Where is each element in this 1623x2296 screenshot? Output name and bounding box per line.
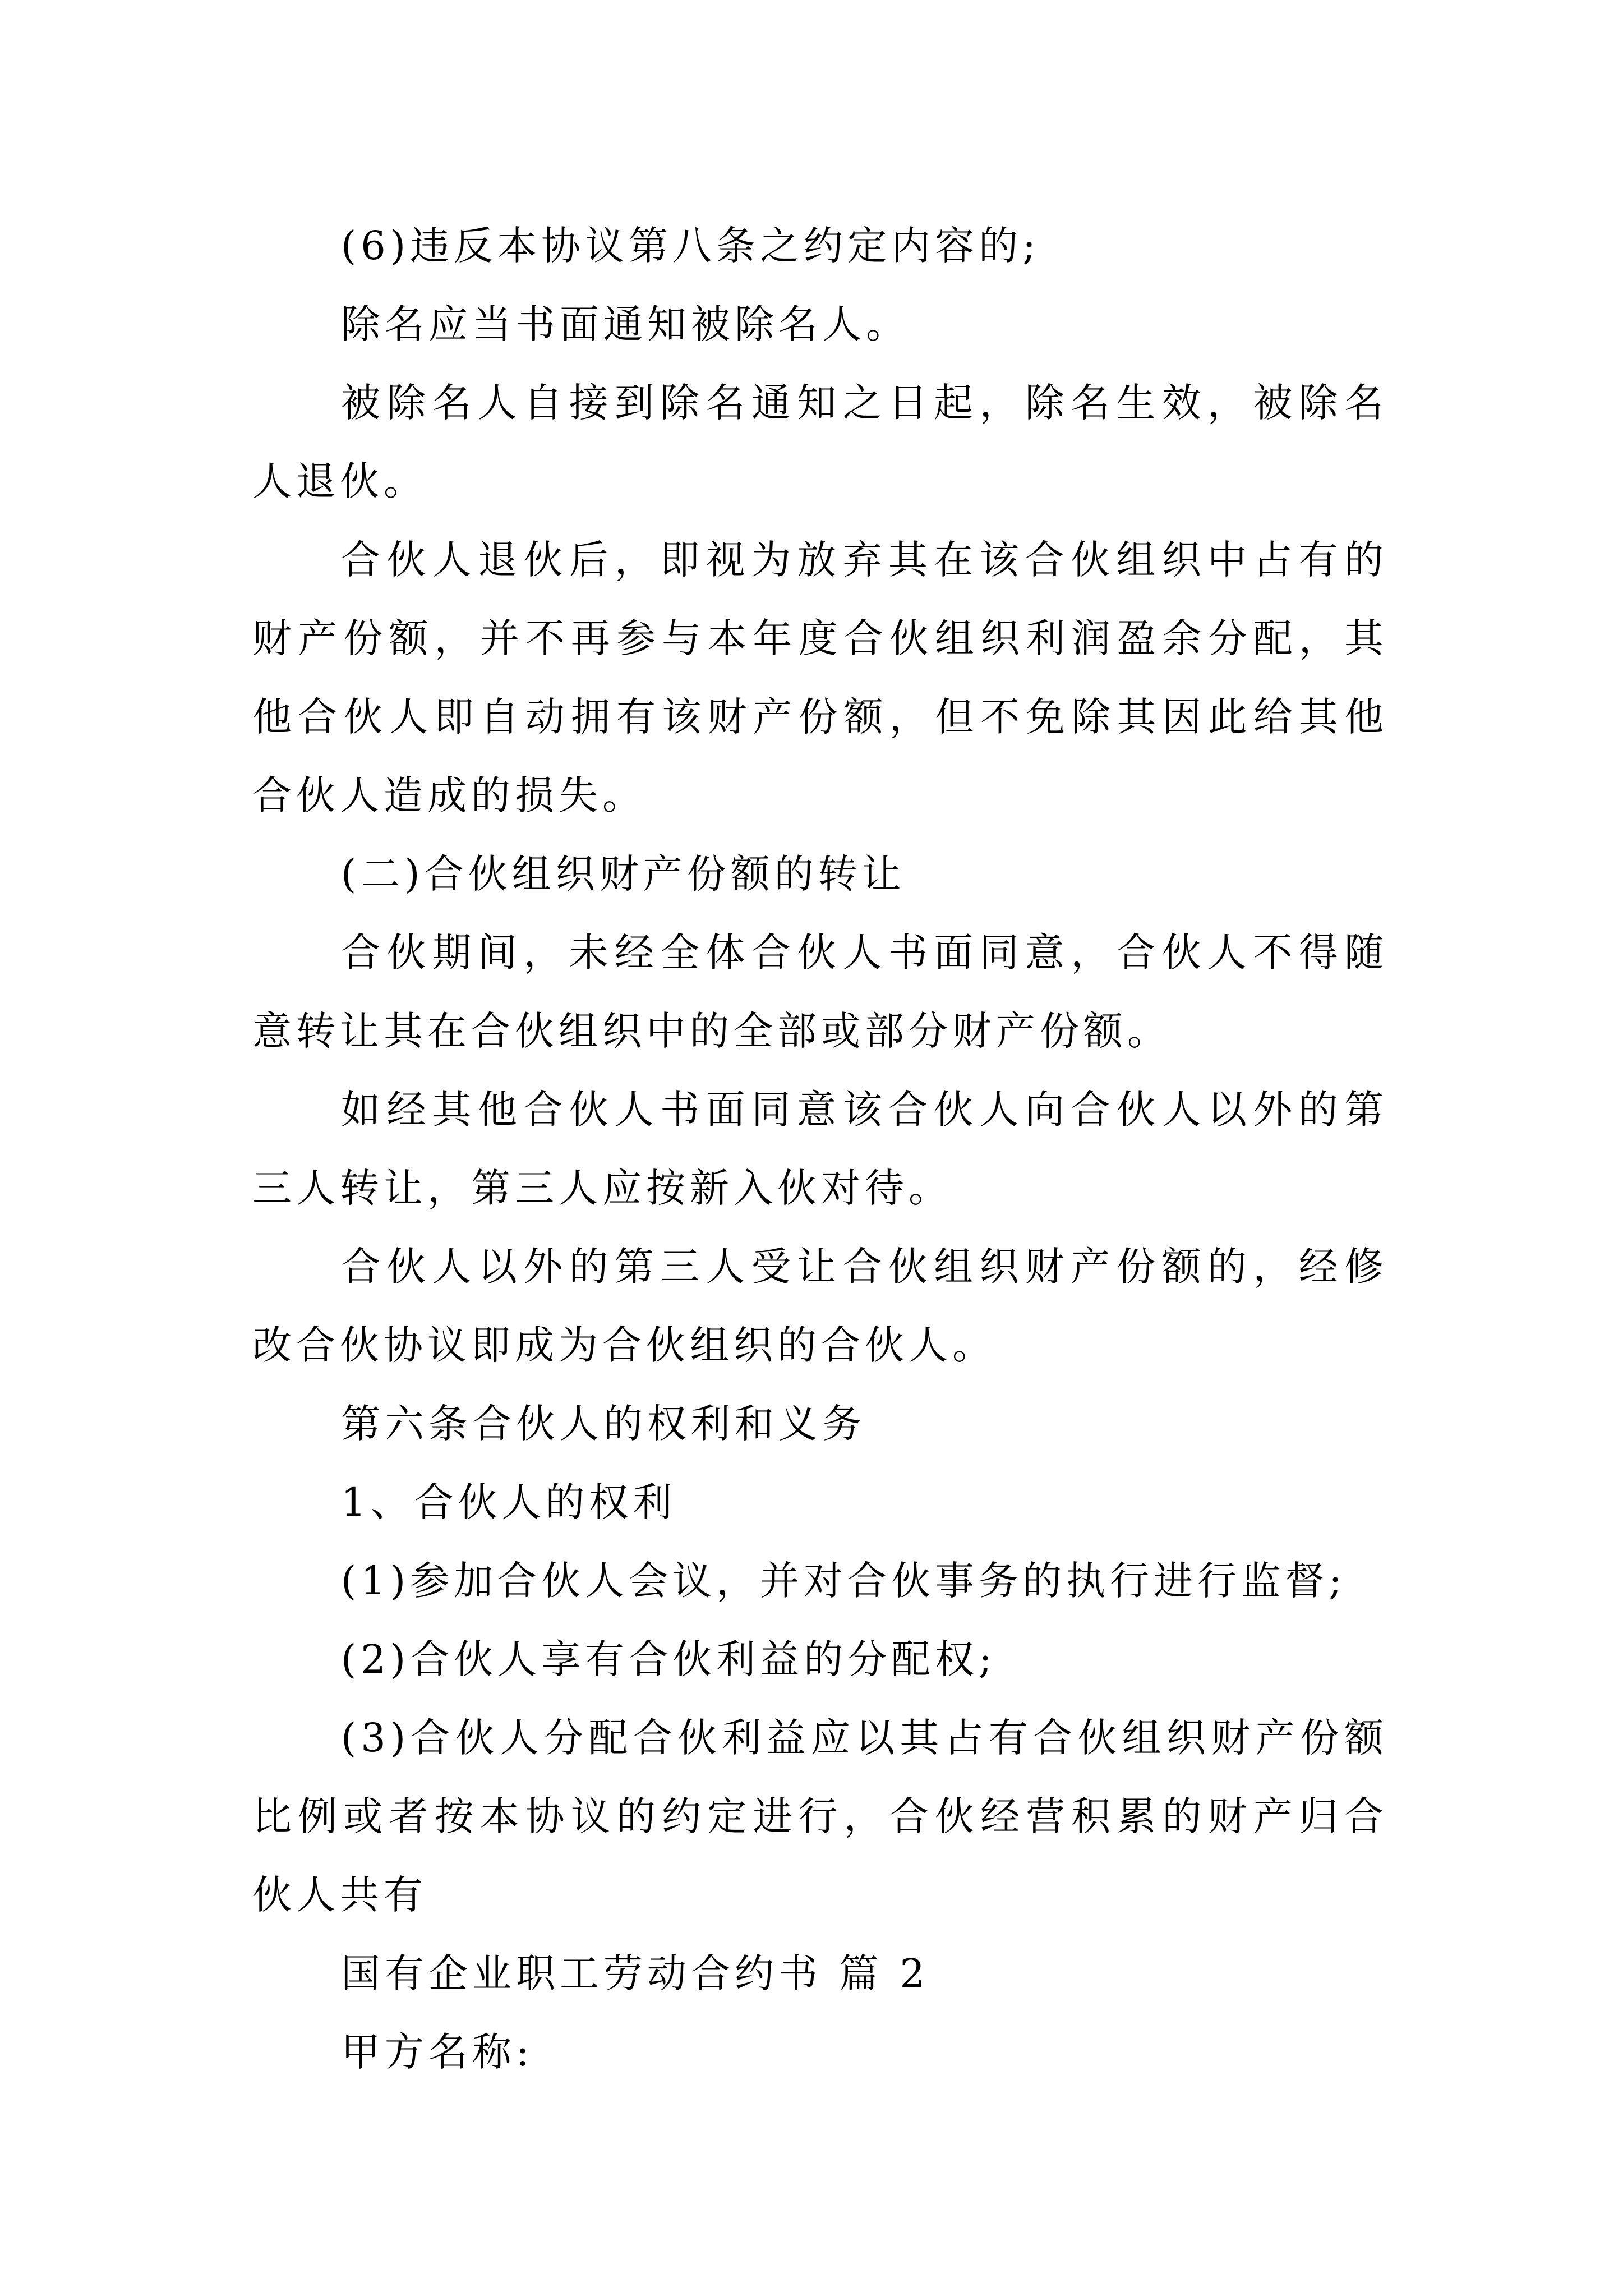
- list-item: (2)合伙人享有合伙利益的分配权;: [341, 1636, 997, 1682]
- document-title: 国有企业职工劳动合约书 篇 2: [341, 1950, 930, 1996]
- form-field-label: 甲方名称:: [341, 2029, 534, 2075]
- paragraph: 如经其他合伙人书面同意该合伙人向合伙人以外的第三人转让，第三人应按新入伙对待。: [252, 1087, 1388, 1211]
- subsection-heading: 1、合伙人的权利: [341, 1479, 677, 1525]
- paragraph: (6)违反本协议第八条之约定内容的;: [341, 223, 1040, 269]
- article-heading: 第六条合伙人的权利和义务: [341, 1401, 866, 1447]
- paragraph: 合伙期间，未经全体合伙人书面同意，合伙人不得随意转让其在合伙组织中的全部或部分财产份额。: [252, 930, 1388, 1054]
- document-body: [252, 206, 1388, 2091]
- section-heading: (二)合伙组织财产份额的转让: [341, 851, 906, 897]
- list-item: (1)参加合伙人会议，并对合伙事务的执行进行监督;: [341, 1558, 1347, 1604]
- paragraph: 除名应当书面通知被除名人。: [341, 301, 910, 347]
- paragraph: 被除名人自接到除名通知之日起，除名生效，被除名人退伙。: [252, 380, 1388, 504]
- list-item: (3)合伙人分配合伙利益应以其占有合伙组织财产份额比例或者按本协议的约定进行，合伙经营积累的财产归合伙人共有: [252, 1715, 1388, 1918]
- paragraph: 合伙人退伙后，即视为放弃其在该合伙组织中占有的财产份额，并不再参与本年度合伙组织利润盈余分配，其他合伙人即自动拥有该财产份额，但不免除其因此给其他合伙人造成的损失。: [252, 537, 1388, 818]
- paragraph: 合伙人以外的第三人受让合伙组织财产份额的，经修改合伙协议即成为合伙组织的合伙人。: [252, 1244, 1388, 1368]
